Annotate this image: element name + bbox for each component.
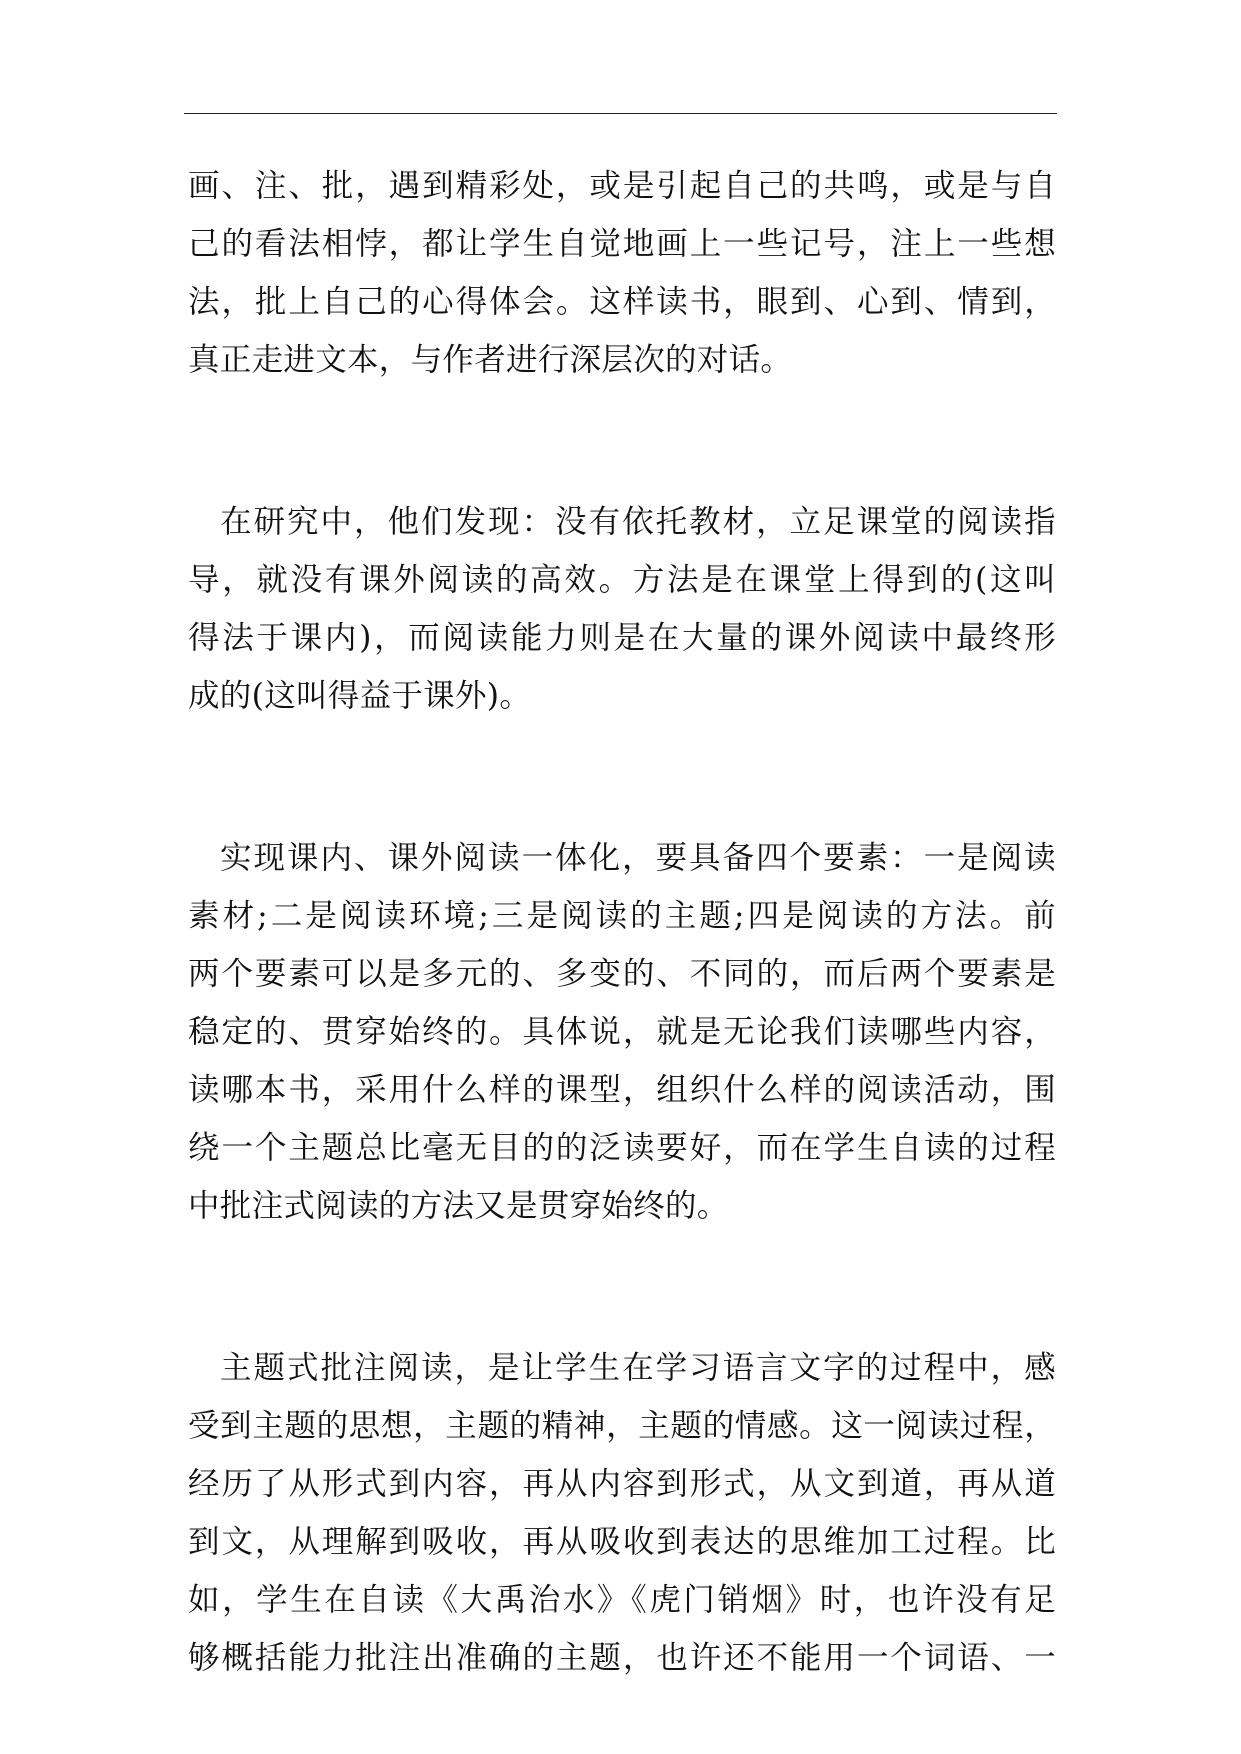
text-line: 到文，从理解到吸收，再从吸收到表达的思维加工过程。比 bbox=[188, 1524, 1056, 1560]
text-line: 导，就没有课外阅读的高效。方法是在课堂上得到的(这叫 bbox=[188, 562, 1056, 598]
text-line: 稳定的、贯穿始终的。具体说，就是无论我们读哪些内容， bbox=[188, 1014, 1056, 1050]
text-line: 画、注、批，遇到精彩处，或是引起自己的共鸣，或是与自 bbox=[188, 168, 1056, 204]
document-body bbox=[188, 157, 1056, 1687]
text-line: 经历了从形式到内容，再从内容到形式，从文到道，再从道 bbox=[188, 1466, 1056, 1502]
text-line: 实现课内、课外阅读一体化，要具备四个要素：一是阅读 bbox=[220, 840, 1056, 876]
text-line: 受到主题的思想，主题的精神，主题的情感。这一阅读过程， bbox=[188, 1408, 1056, 1444]
paragraph-2 bbox=[188, 493, 1056, 725]
text-line: 成的(这叫得益于课外)。 bbox=[188, 678, 532, 714]
paragraph-3 bbox=[188, 829, 1056, 1235]
paragraph-4 bbox=[188, 1339, 1056, 1687]
text-line: 如，学生在自读《大禹治水》《虎门销烟》时，也许没有足 bbox=[188, 1582, 1056, 1618]
paragraph-gap bbox=[188, 1235, 1056, 1339]
text-line: 读哪本书，采用什么样的课型，组织什么样的阅读活动，围 bbox=[188, 1072, 1056, 1108]
text-line: 中批注式阅读的方法又是贯穿始终的。 bbox=[188, 1188, 729, 1224]
text-line: 在研究中，他们发现：没有依托教材，立足课堂的阅读指 bbox=[220, 504, 1056, 540]
header-rule bbox=[184, 113, 1057, 114]
text-line: 两个要素可以是多元的、多变的、不同的，而后两个要素是 bbox=[188, 956, 1056, 992]
text-line: 真正走进文本，与作者进行深层次的对话。 bbox=[188, 342, 793, 378]
text-line: 素材;二是阅读环境;三是阅读的主题;四是阅读的方法。前 bbox=[188, 898, 1056, 934]
text-line: 绕一个主题总比毫无目的的泛读要好，而在学生自读的过程 bbox=[188, 1130, 1056, 1166]
text-line: 主题式批注阅读，是让学生在学习语言文字的过程中，感 bbox=[220, 1350, 1056, 1386]
text-line: 够概括能力批注出准确的主题，也许还不能用一个词语、一 bbox=[188, 1640, 1056, 1676]
text-line: 得法于课内)，而阅读能力则是在大量的课外阅读中最终形 bbox=[188, 620, 1056, 656]
text-line: 法，批上自己的心得体会。这样读书，眼到、心到、情到， bbox=[188, 284, 1056, 320]
paragraph-gap bbox=[188, 389, 1056, 493]
text-line: 己的看法相悖，都让学生自觉地画上一些记号，注上一些想 bbox=[188, 226, 1056, 262]
paragraph-1 bbox=[188, 157, 1056, 389]
paragraph-gap bbox=[188, 725, 1056, 829]
